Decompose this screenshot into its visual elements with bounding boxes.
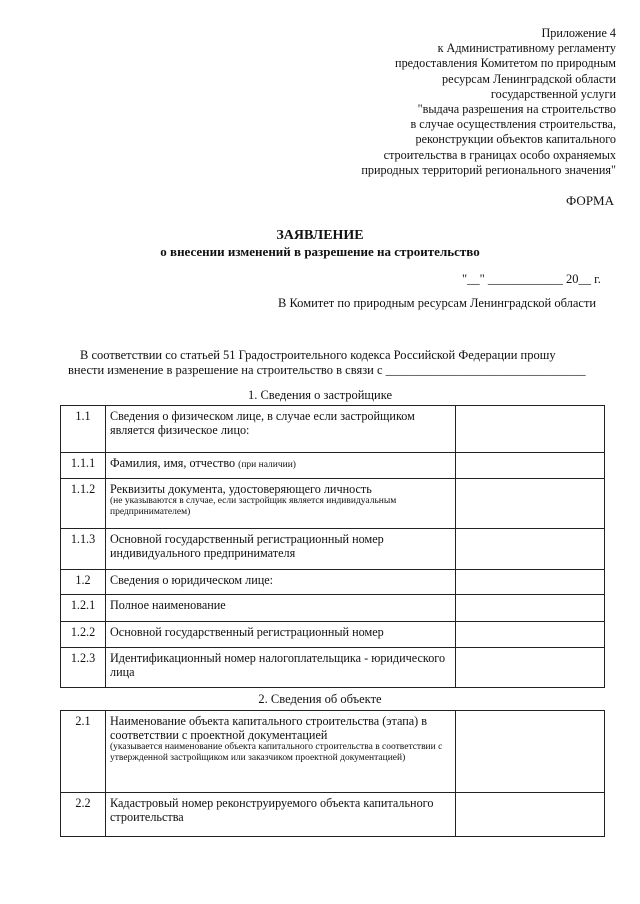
row-label: Идентификационный номер налогоплательщика - юридического лица xyxy=(106,648,456,688)
row-label: Фамилия, имя, отчество (при наличии) xyxy=(106,453,456,479)
table-row xyxy=(61,648,605,688)
header-line: реконструкции объектов капитального xyxy=(415,132,616,147)
addressee: В Комитет по природным ресурсам Ленинградской области xyxy=(278,296,597,310)
document-header xyxy=(316,26,616,178)
document-subtitle: о внесении изменений в разрешение на строительство xyxy=(160,244,480,259)
table-row xyxy=(61,570,605,595)
row-number: 1.1.3 xyxy=(61,529,106,570)
intro-line: В соответствии со статьей 51 Градостроительного кодекса Российской Федерации прошу xyxy=(80,348,556,362)
table-row xyxy=(61,453,605,479)
document-title: ЗАЯВЛЕНИЕ xyxy=(276,228,364,243)
value-cell[interactable] xyxy=(456,406,605,453)
header-line: в случае осуществления строительства, xyxy=(410,117,616,132)
header-line: "выдача разрешения на строительство xyxy=(417,102,616,117)
applicant-table xyxy=(60,405,605,688)
header-line: строительства в границах особо охраняемых xyxy=(383,147,616,162)
table-row xyxy=(61,529,605,570)
row-label: Полное наименование xyxy=(106,595,456,622)
table-row xyxy=(61,711,605,793)
row-label: Сведения о юридическом лице: xyxy=(106,570,456,595)
header-line: к Административному регламенту xyxy=(437,41,616,56)
value-cell[interactable] xyxy=(456,793,605,837)
table-row xyxy=(61,479,605,529)
row-note: (при наличии) xyxy=(238,460,296,470)
row-label: Сведения о физическом лице, в случае если застройщиком является физическое лицо: xyxy=(106,406,456,453)
table-row xyxy=(61,595,605,622)
row-number: 2.2 xyxy=(61,793,106,837)
row-label: Реквизиты документа, удостоверяющего личность (не указываются в случае, если застройщик является индивидуальным предпринимателем) xyxy=(106,479,456,529)
header-line: ресурсам Ленинградской области xyxy=(442,71,616,86)
row-number: 1.2.2 xyxy=(61,622,106,648)
section-1-title: 1. Сведения о застройщике xyxy=(247,388,393,402)
section-2-title: 2. Сведения об объекте xyxy=(258,692,382,706)
object-table xyxy=(60,710,605,837)
value-cell[interactable] xyxy=(456,595,605,622)
row-number: 1.2 xyxy=(61,570,106,595)
row-label: Кадастровый номер реконструируемого объекта капитального строительства xyxy=(106,793,456,837)
row-label: Основной государственный регистрационный номер xyxy=(106,622,456,648)
row-label: Основной государственный регистрационный номер индивидуального предпринимателя xyxy=(106,529,456,570)
value-cell[interactable] xyxy=(456,529,605,570)
form-label: ФОРМА xyxy=(566,193,614,208)
header-line: государственной услуги xyxy=(490,86,616,101)
header-line: Приложение 4 xyxy=(541,26,616,40)
header-line: природных территорий регионального значения" xyxy=(361,162,616,177)
value-cell[interactable] xyxy=(456,570,605,595)
row-note: (указывается наименование объекта капитального строительства в соответствии с утвержденной застройщиком или заказчиком проектной документацией) xyxy=(110,742,443,763)
row-note: (не указываются в случае, если застройщик является индивидуальным предпринимателем) xyxy=(110,496,397,517)
header-line: предоставления Комитетом по природным xyxy=(395,56,616,71)
row-number: 2.1 xyxy=(61,711,106,793)
row-number: 1.2.1 xyxy=(61,595,106,622)
value-cell[interactable] xyxy=(456,622,605,648)
value-cell[interactable] xyxy=(456,453,605,479)
value-cell[interactable] xyxy=(456,648,605,688)
value-cell[interactable] xyxy=(456,479,605,529)
intro-paragraph xyxy=(68,348,604,378)
row-label: Наименование объекта капитального строительства (этапа) в соответствии с проектной документацией (указывается наименование объекта капитального строительства в соответствии с утвержденной застройщиком или заказчиком проектной документацией) xyxy=(106,711,456,793)
row-number: 1.1.2 xyxy=(61,479,106,529)
row-number: 1.2.3 xyxy=(61,648,106,688)
table-row xyxy=(61,622,605,648)
row-number: 1.1 xyxy=(61,406,106,453)
value-cell[interactable] xyxy=(456,711,605,793)
table-row xyxy=(61,406,605,453)
date-line: "__" ____________ 20__ г. xyxy=(462,272,601,286)
intro-line: внести изменение в разрешение на строительство в связи с ________________________________ xyxy=(68,363,586,377)
row-number: 1.1.1 xyxy=(61,453,106,479)
table-row xyxy=(61,793,605,837)
